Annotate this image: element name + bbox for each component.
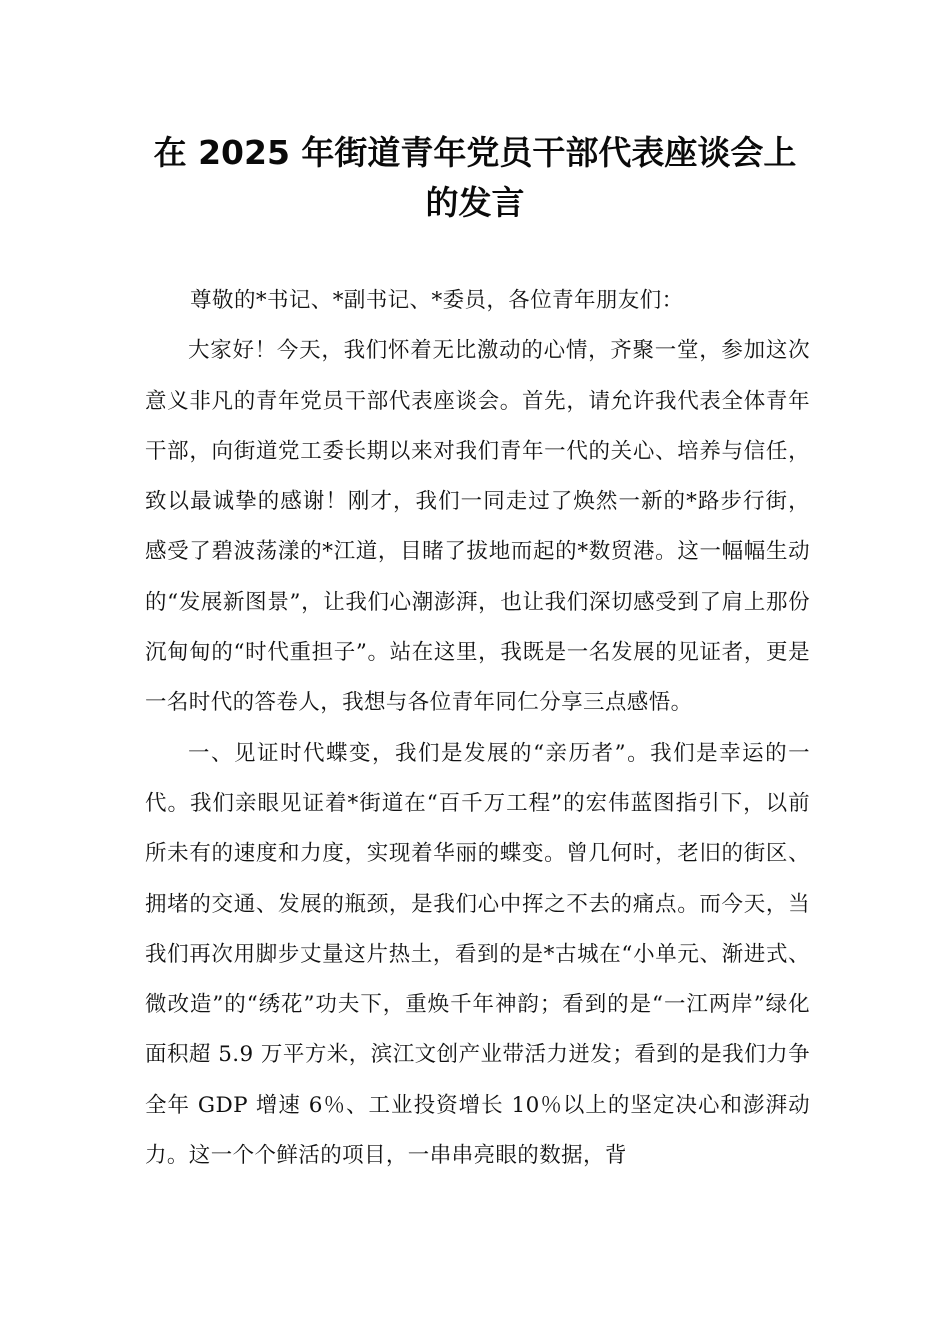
speech-body bbox=[145, 276, 810, 1181]
paragraph-greeting: 大家好！今天，我们怀着无比激动的心情，齐聚一堂，参加这次意义非凡的青年党员干部代表座谈会。首先，请允许我代表全体青年干部，向街道党工委长期以来对我们青年一代的关心、培养与信任，致以最诚挚的感谢！刚才，我们一同走过了焕然一新的*路步行街，感受了碧波荡漾的*江道，目睹了拔地而起的*数贸港。这一幅幅生动的“发展新图景”，让我们心潮澎湃，也让我们深切感受到了肩上那份沉甸甸的“时代重担子”。站在这里，我既是一名发展的见证者，更是一名时代的答卷人，我想与各位青年同仁分享三点感悟。 bbox=[145, 338, 810, 716]
page-title bbox=[130, 128, 820, 228]
salutation: 尊敬的*书记、*副书记、*委员，各位青年朋友们： bbox=[190, 288, 684, 313]
title-line-1: 在 2025 年街道青年党员干部代表座谈会上 bbox=[153, 133, 797, 172]
title-line-2: 的发言 bbox=[425, 183, 525, 222]
paragraph-section-one: 一、见证时代蝶变，我们是发展的“亲历者”。我们是幸运的一代。我们亲眼见证着*街道在“百千万工程”的宏伟蓝图指引下，以前所未有的速度和力度，实现着华丽的蝶变。曾几何时，老旧的街区、拥堵的交通、发展的瓶颈，是我们心中挥之不去的痛点。而今天，当我们再次用脚步丈量这片热土，看到的是*古城在“小单元、渐进式、微改造”的“绣花”功夫下，重焕千年神韵；看到的是“一江两岸”绿化面积超 5.9 万平方米，滨江文创产业带活力迸发；看到的是我们力争全年 GDP 增速 6％、工业投资增长 10％以上的坚定决心和澎湃动力。这一个个鲜活的项目，一串串亮眼的数据，背 bbox=[145, 740, 810, 1169]
